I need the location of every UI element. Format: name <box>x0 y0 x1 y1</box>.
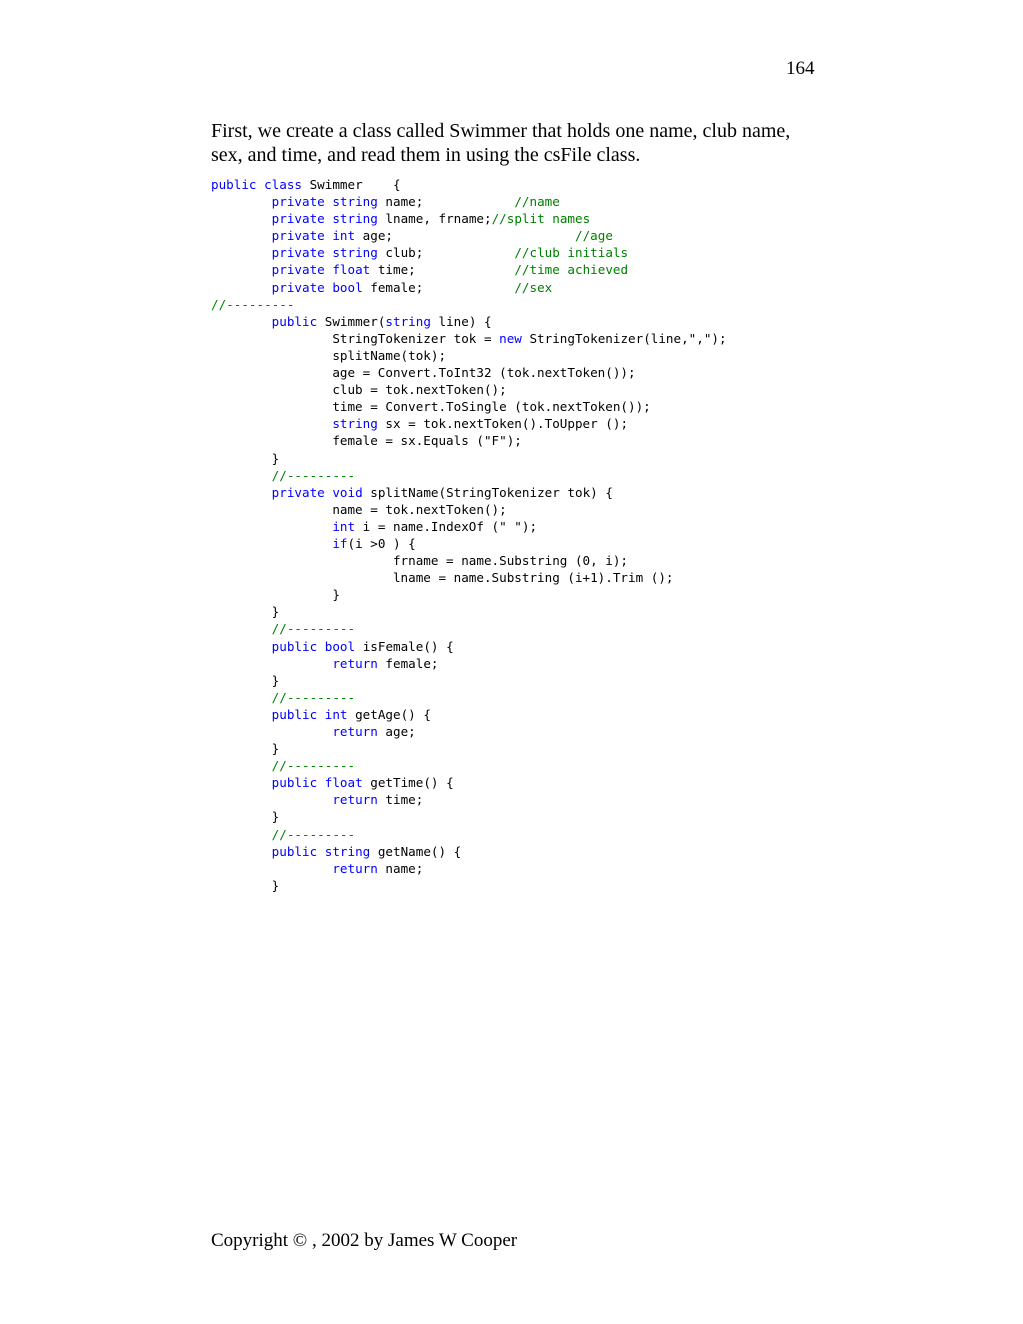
code-keyword: string <box>332 194 378 210</box>
code-text: lname, frname; <box>377 211 492 227</box>
code-keyword: float <box>324 775 363 791</box>
code-text <box>257 177 265 192</box>
code-keyword: return <box>332 724 378 739</box>
code-comment: //--------- <box>271 689 356 705</box>
code-text: i = name.IndexOf (" "); <box>355 518 538 534</box>
code-keyword: return <box>332 792 378 808</box>
code-comment: //sex <box>514 279 553 295</box>
code-line <box>211 193 727 210</box>
code-text: (i >0 ) { <box>347 535 416 551</box>
code-line <box>211 569 727 586</box>
code-text: Swimmer( <box>317 313 386 329</box>
code-line <box>211 432 727 449</box>
code-keyword: private <box>271 484 325 500</box>
code-text: } <box>211 741 280 757</box>
code-text: club = tok.nextToken(); <box>211 382 507 398</box>
code-text <box>211 536 332 551</box>
code-text: age = Convert.ToInt32 (tok.nextToken()); <box>211 365 636 381</box>
code-text <box>317 639 325 654</box>
code-text <box>211 485 272 500</box>
code-comment: //--------- <box>271 621 356 637</box>
code-text: } <box>211 809 280 825</box>
code-text <box>211 639 272 654</box>
code-keyword: public <box>271 638 318 654</box>
code-text <box>211 656 332 671</box>
code-keyword: string <box>332 211 378 227</box>
code-line <box>211 740 727 757</box>
code-line <box>211 227 727 244</box>
code-keyword: bool <box>332 279 363 295</box>
code-keyword: float <box>332 262 371 278</box>
code-comment: //--------- <box>211 296 295 312</box>
code-text: } <box>211 587 340 603</box>
code-comment: //--------- <box>271 467 356 483</box>
code-keyword: private <box>271 228 325 244</box>
code-text: name; <box>377 194 515 210</box>
code-keyword: public <box>211 177 257 192</box>
code-text <box>211 707 272 722</box>
intro-paragraph: First, we create a class called Swimmer that holds one name, club name, sex, and time, and read them in using the csFile class. <box>211 120 791 166</box>
code-text: StringTokenizer(line,","); <box>521 330 727 346</box>
code-line <box>211 655 727 672</box>
code-keyword: int <box>332 228 356 244</box>
code-keyword: return <box>332 655 378 671</box>
code-comment: //split names <box>491 211 591 227</box>
code-text <box>211 211 272 226</box>
code-line <box>211 638 727 655</box>
code-keyword: string <box>324 843 371 859</box>
code-text: female = sx.Equals ("F"); <box>211 433 522 449</box>
code-line <box>211 603 727 620</box>
code-keyword: if <box>332 535 348 551</box>
code-line <box>211 364 727 381</box>
code-line <box>211 313 727 330</box>
code-line <box>211 450 727 467</box>
code-line <box>211 757 727 774</box>
code-listing <box>211 176 727 894</box>
page-number: 164 <box>786 58 815 79</box>
code-keyword: private <box>271 245 325 261</box>
code-line <box>211 501 727 518</box>
copyright-footer: Copyright © , 2002 by James W Cooper <box>211 1230 518 1251</box>
code-line <box>211 467 727 484</box>
code-text <box>211 861 332 876</box>
code-text <box>211 758 272 773</box>
code-text <box>317 707 325 722</box>
code-text: female; <box>362 279 515 295</box>
code-text: splitName(StringTokenizer tok) { <box>362 484 613 500</box>
code-keyword: return <box>332 860 378 876</box>
code-line <box>211 860 727 877</box>
code-keyword: public <box>271 775 318 791</box>
code-line <box>211 774 727 791</box>
code-comment: //--------- <box>271 758 356 774</box>
code-text <box>211 262 272 277</box>
code-line <box>211 518 727 535</box>
code-line <box>211 261 727 278</box>
code-text <box>211 416 332 431</box>
code-text <box>211 468 272 483</box>
code-text <box>211 621 272 636</box>
code-text: frname = name.Substring (0, i); <box>211 553 629 569</box>
code-text: StringTokenizer tok = <box>211 330 500 346</box>
code-keyword: public <box>271 843 318 859</box>
code-line <box>211 620 727 637</box>
code-keyword: class <box>264 177 303 192</box>
code-line <box>211 706 727 723</box>
code-text: name = tok.nextToken(); <box>211 501 507 517</box>
code-text <box>317 775 325 790</box>
code-text <box>211 844 272 859</box>
code-line <box>211 296 727 313</box>
code-keyword: string <box>385 313 431 329</box>
code-comment: //club initials <box>514 245 629 261</box>
code-line <box>211 244 727 261</box>
code-keyword: bool <box>324 638 356 654</box>
code-keyword: int <box>332 518 356 534</box>
code-line <box>211 415 727 432</box>
code-line <box>211 381 727 398</box>
code-keyword: string <box>332 416 378 432</box>
code-keyword: public <box>271 706 318 722</box>
code-text: age; <box>377 724 416 739</box>
code-text: } <box>211 604 280 620</box>
code-text: club; <box>377 245 515 261</box>
code-keyword: new <box>499 330 522 346</box>
code-line <box>211 347 727 364</box>
code-text: getAge() { <box>347 706 431 722</box>
code-keyword: private <box>271 262 325 278</box>
code-text: getTime() { <box>362 775 454 791</box>
code-keyword: private <box>271 194 325 210</box>
code-text: female; <box>377 655 439 671</box>
code-comment: //--------- <box>271 826 356 842</box>
code-keyword: int <box>324 706 348 722</box>
code-keyword: public <box>271 313 318 329</box>
code-line <box>211 723 727 740</box>
code-line <box>211 877 727 894</box>
code-keyword: void <box>332 484 363 500</box>
code-text <box>211 228 272 243</box>
code-comment: //age <box>574 228 613 244</box>
code-keyword: string <box>332 245 378 261</box>
code-text <box>317 844 325 859</box>
code-text: isFemale() { <box>355 638 454 654</box>
code-comment: //name <box>514 194 560 210</box>
code-keyword: private <box>271 279 325 295</box>
code-text: } <box>211 450 280 466</box>
code-text <box>211 690 272 705</box>
code-line <box>211 398 727 415</box>
code-line <box>211 791 727 808</box>
code-line <box>211 843 727 860</box>
code-text: getName() { <box>370 843 462 859</box>
code-text: time = Convert.ToSingle (tok.nextToken()); <box>211 399 651 415</box>
code-text <box>211 724 332 739</box>
code-line <box>211 484 727 501</box>
code-text <box>211 775 272 790</box>
code-line <box>211 535 727 552</box>
code-comment: //time achieved <box>514 262 629 278</box>
code-text: time; <box>370 262 515 278</box>
code-text <box>211 792 332 807</box>
code-line <box>211 279 727 296</box>
code-text <box>211 194 272 209</box>
code-text <box>211 245 272 260</box>
code-line <box>211 552 727 569</box>
code-line <box>211 689 727 706</box>
code-text: lname = name.Substring (i+1).Trim (); <box>211 570 674 586</box>
code-line <box>211 672 727 689</box>
code-text: age; <box>355 228 575 244</box>
code-line <box>211 176 727 193</box>
code-text: time; <box>377 792 424 808</box>
code-text <box>211 519 332 534</box>
code-text <box>211 314 272 329</box>
code-line <box>211 586 727 603</box>
code-text: splitName(tok); <box>211 347 447 363</box>
code-line <box>211 210 727 227</box>
code-text: sx = tok.nextToken().ToUpper (); <box>377 416 629 432</box>
code-text: } <box>211 877 280 893</box>
code-keyword: private <box>271 211 325 227</box>
code-line <box>211 330 727 347</box>
code-text: } <box>211 672 280 688</box>
code-text <box>211 827 272 842</box>
code-text: line) { <box>430 313 492 329</box>
code-text <box>211 280 272 295</box>
code-line <box>211 826 727 843</box>
code-line <box>211 808 727 825</box>
code-text: name; <box>377 860 424 876</box>
code-text: Swimmer { <box>302 177 401 192</box>
